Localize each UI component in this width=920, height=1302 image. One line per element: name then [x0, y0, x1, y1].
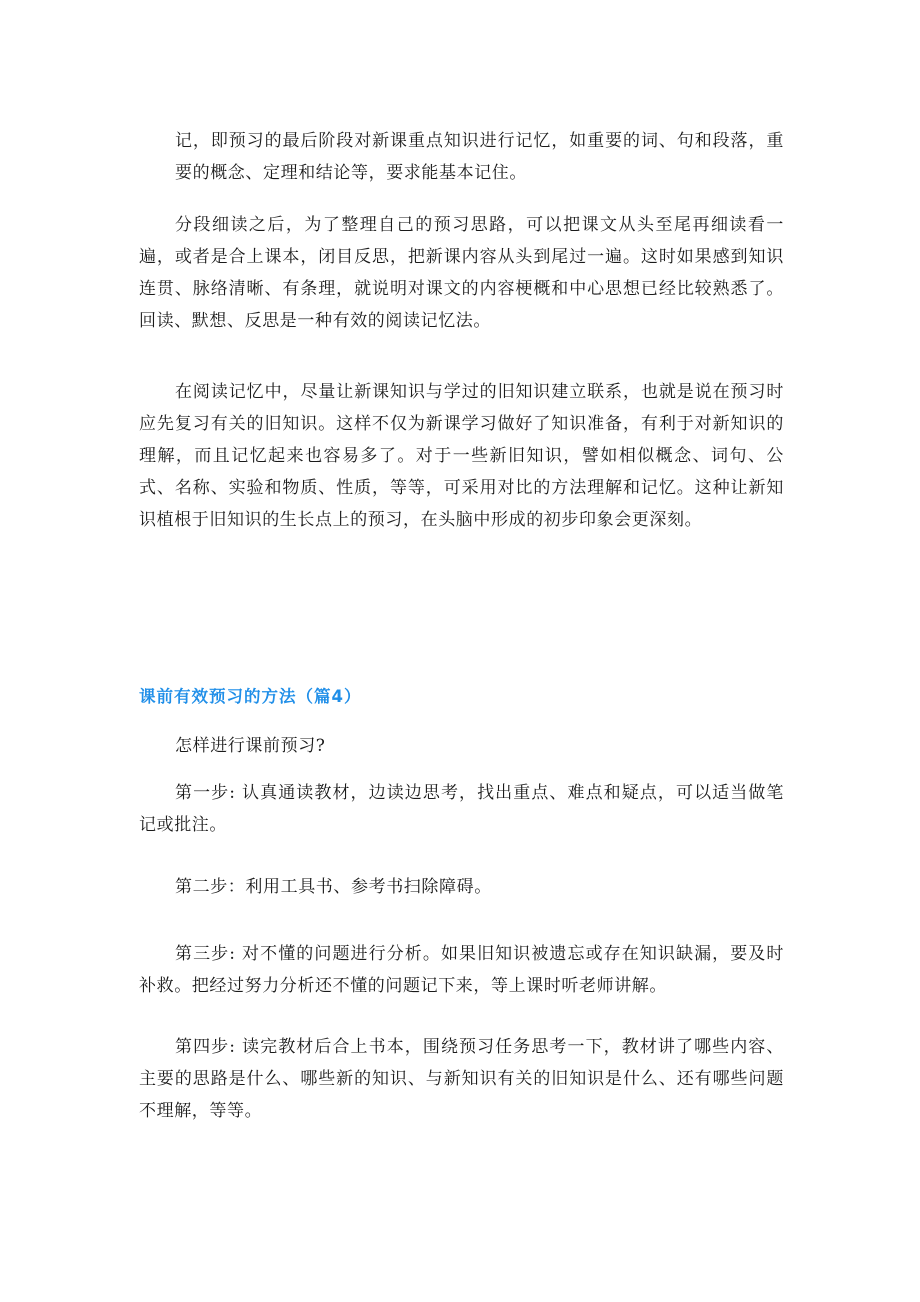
paragraph-step-2: 第二步：利用工具书、参考书扫除障碍。: [175, 877, 492, 897]
section-heading: 课前有效预习的方法（篇4）: [139, 687, 362, 706]
paragraph-step-3: 第三步: 对不懂的问题进行分析。如果旧知识被遗忘或存在知识缺漏，要及时补救。把经过努力分析还不懂的问题记下来，等上课时听老师讲解。: [139, 944, 784, 996]
paragraph-memorize: 记，即预习的最后阶段对新课重点知识进行记忆，如重要的词、句和段落，重要的概念、定理和结论等，要求能基本记住。: [175, 131, 784, 183]
paragraph-step-1: 第一步: 认真通读教材，边读边思考，找出重点、难点和疑点，可以适当做笔记或批注。: [139, 783, 784, 835]
paragraph-question: 怎样进行课前预习?: [175, 736, 326, 756]
paragraph-step-4: 第四步: 读完教材后合上书本，围绕预习任务思考一下，教材讲了哪些内容、主要的思路是什么、哪些新的知识、与新知识有关的旧知识是什么、还有哪些问题不理解，等等。: [139, 1037, 784, 1121]
paragraph-review: 分段细读之后，为了整理自己的预习思路，可以把课文从头至尾再细读看一遍，或者是合上课本，闭目反思，把新课内容从头到尾过一遍。这时如果感到知识连贯、脉络清晰、有条理，就说明对课文的内容梗概和中心思想已经比较熟悉了。回读、默想、反思是一种有效的阅读记忆法。: [139, 215, 784, 331]
paragraph-link-knowledge: 在阅读记忆中，尽量让新课知识与学过的旧知识建立联系，也就是说在预习时应先复习有关的旧知识。这样不仅为新课学习做好了知识准备，有利于对新知识的理解，而且记忆起来也容易多了。对于一些新旧知识，譬如相似概念、词句、公式、名称、实验和物质、性质，等等，可采用对比的方法理解和记忆。这种让新知识植根于旧知识的生长点上的预习，在头脑中形成的初步印象会更深刻。: [139, 382, 784, 530]
